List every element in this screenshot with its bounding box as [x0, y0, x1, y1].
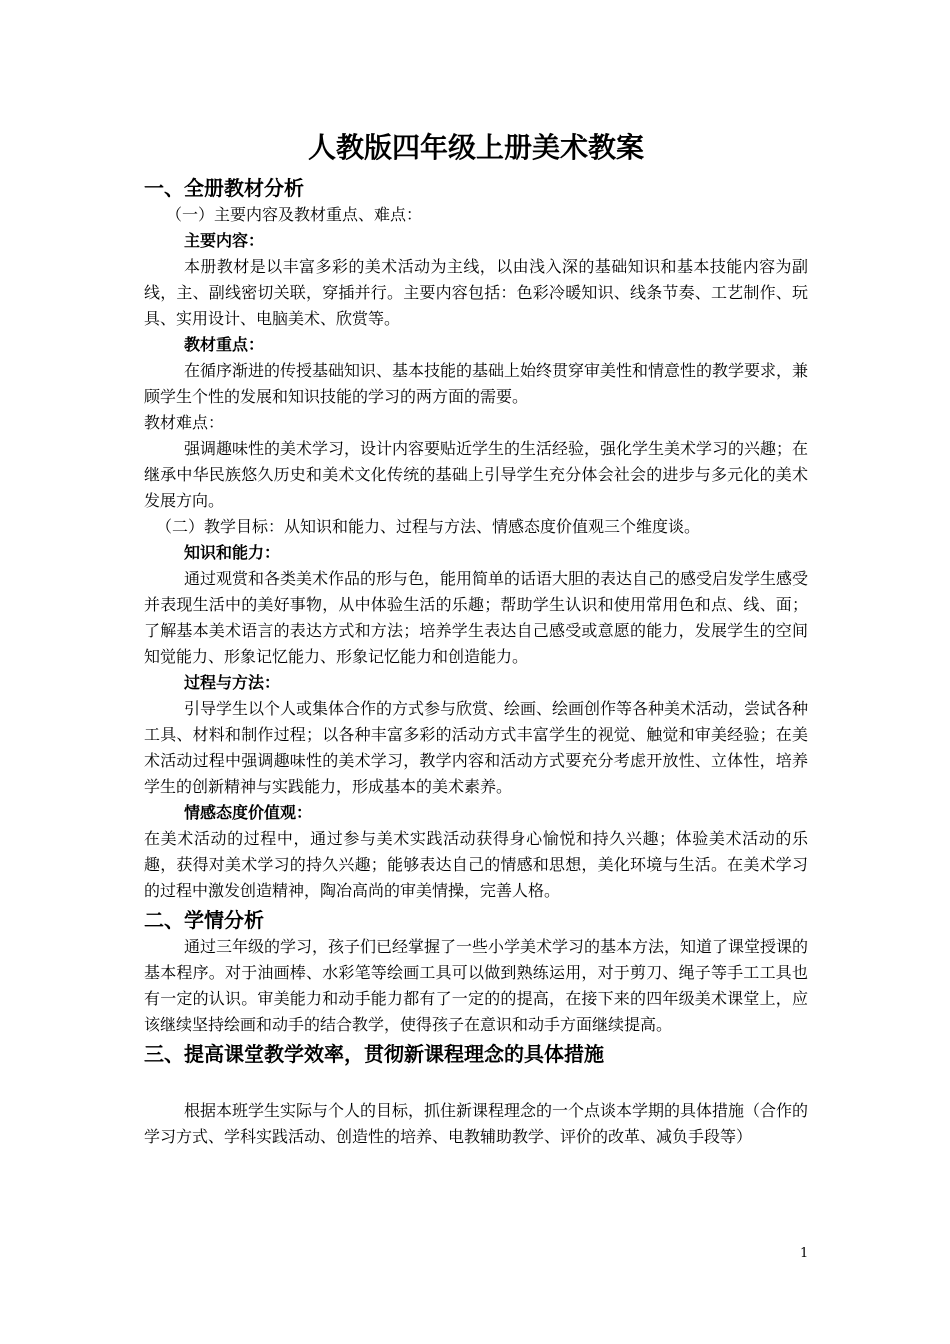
section1-sub1: （一）主要内容及教材重点、难点： [166, 205, 423, 224]
emotion-text: 在美术活动的过程中，通过参与美术实践活动获得身心愉悦和持久兴趣；体验美术活动的乐趣，获得对美术学习的持久兴趣；能够表达自己的情感和思想，美化环境与生活。在美术学习的过程中激发创造精神，陶冶高尚的审美情操，完善人格。 [144, 829, 808, 900]
document-body [144, 128, 808, 1150]
process-text: 引导学生以个人或集体合作的方式参与欣赏、绘画、绘画创作等各种美术活动，尝试各种工具、材料和制作过程；以各种丰富多彩的活动方式丰富学生的视觉、触觉和审美经验；在美术活动过程中强调趣味性的美术学习，教学内容和活动方式要充分考虑开放性、立体性，培养学生的创新精神与实践能力，形成基本的美术素养。 [144, 699, 809, 796]
section3-heading: 三、提高课堂教学效率，贯彻新课程理念的具体措施 [144, 1042, 604, 1066]
page-title: 人教版四年级上册美术教案 [307, 131, 644, 164]
section2-heading: 二、学情分析 [144, 908, 264, 932]
key-points-text: 在循序渐进的传授基础知识、基本技能的基础上始终贯穿审美性和情意性的教学要求，兼顾学生个性的发展和知识技能的学习的两方面的需要。 [144, 361, 809, 406]
difficult-points-label: 教材难点： [144, 413, 225, 432]
main-content-text: 本册教材是以丰富多彩的美术活动为主线，以由浅入深的基础知识和基本技能内容为副线，主、副线密切关联，穿插并行。主要内容包括：色彩冷暖知识、线条节奏、工艺制作、玩具、实用设计、电脑美术、欣赏等。 [144, 257, 808, 328]
key-points-label: 教材重点： [184, 335, 265, 354]
difficult-points-text: 强调趣味性的美术学习，设计内容要贴近学生的生活经验，强化学生美术学习的兴趣；在继承中华民族悠久历史和美术文化传统的基础上引导学生充分体会社会的进步与多元化的美术发展方向。 [144, 439, 809, 510]
main-content-label: 主要内容： [184, 231, 265, 250]
process-label: 过程与方法： [184, 673, 281, 692]
emotion-label: 情感态度价值观： [184, 803, 313, 822]
section3-text: 根据本班学生实际与个人的目标，抓住新课程理念的一个点谈本学期的具体措施（合作的学习方式、学科实践活动、创造性的培养、电教辅助教学、评价的改革、减负手段等） [144, 1101, 809, 1146]
section1-heading: 一、全册教材分析 [144, 176, 304, 200]
knowledge-label: 知识和能力： [184, 543, 281, 562]
section2-text: 通过三年级的学习，孩子们已经掌握了一些小学美术学习的基本方法，知道了课堂授课的基本程序。对于油画棒、水彩笔等绘画工具可以做到熟练运用，对于剪刀、绳子等手工工具也有一定的认识。审美能力和动手能力都有了一定的的提高，在接下来的四年级美术课堂上，应该继续坚持绘画和动手的结合教学，使得孩子在意识和动手方面继续提高。 [144, 937, 809, 1034]
knowledge-text: 通过观赏和各类美术作品的形与色，能用简单的话语大胆的表达自己的感受启发学生感受并表现生活中的美好事物，从中体验生活的乐趣；帮助学生认识和使用常用色和点、线、面；了解基本美术语言的表达方式和方法；培养学生表达自己感受或意愿的能力，发展学生的空间知觉能力、形象记忆能力、形象记忆能力和创造能力。 [144, 569, 809, 666]
page-number: 1 [800, 1246, 809, 1261]
section1-sub2: （二）教学目标：从知识和能力、过程与方法、情感态度价值观三个维度谈。 [156, 517, 701, 536]
